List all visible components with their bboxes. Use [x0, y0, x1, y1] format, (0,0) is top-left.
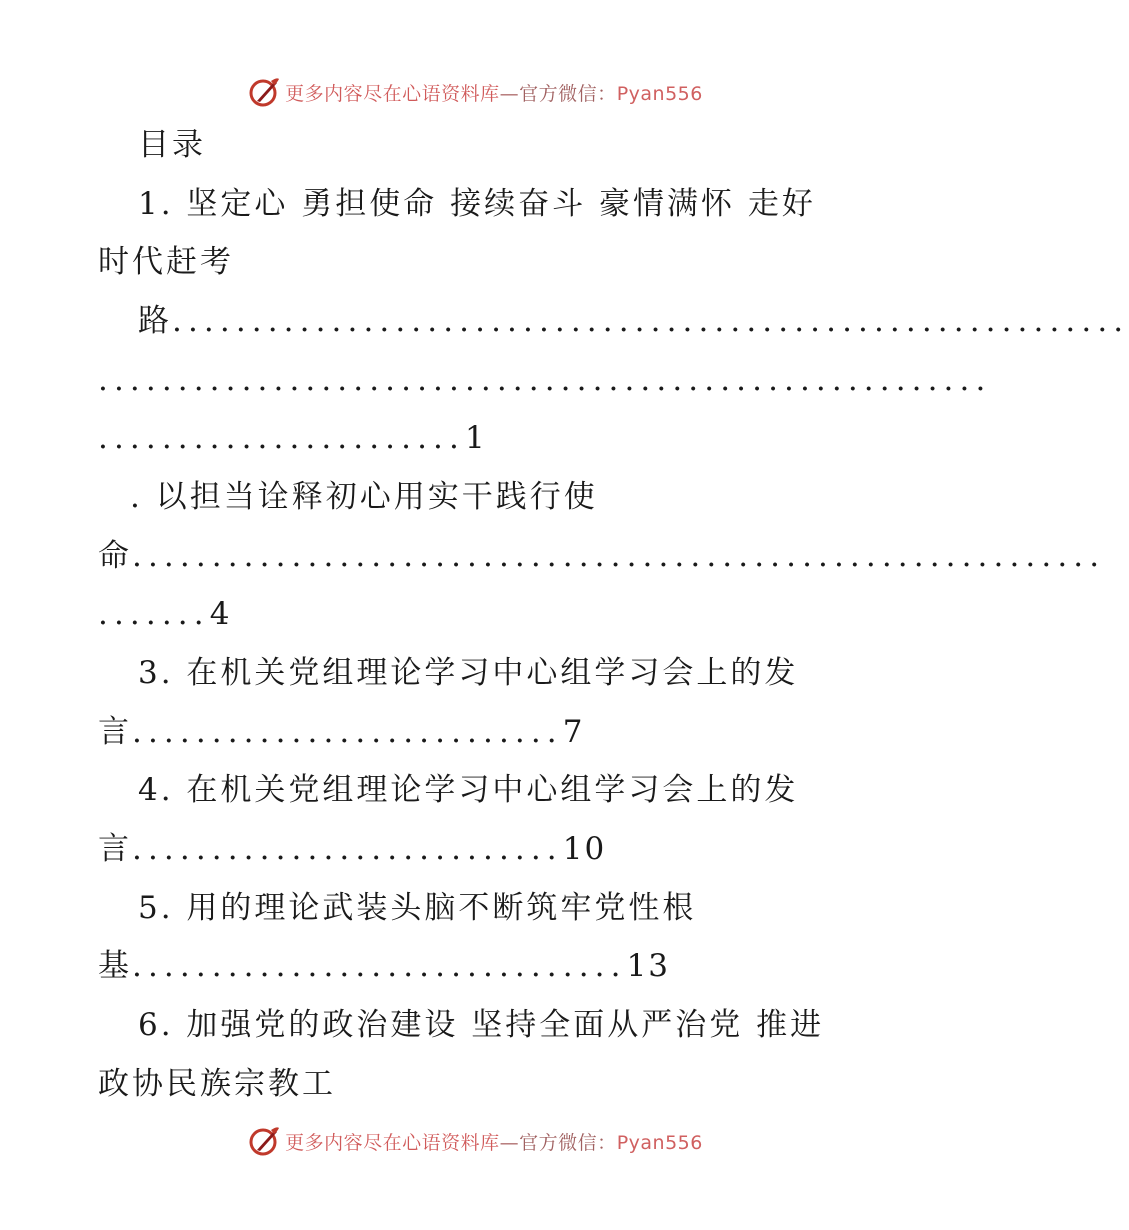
watermark-text: 更多内容尽在心语资料库—官方微信：Pyan556 — [285, 1131, 703, 1154]
toc-entry-4-line-2: 言...........................10 — [98, 831, 607, 867]
page-number: 10 — [562, 831, 607, 867]
toc-entry-1-line-3: 路............................................................ — [138, 303, 1129, 339]
watermark-footer — [0, 1121, 950, 1161]
dot-leader: ............................... — [132, 948, 627, 984]
dot-leader: ........................... — [132, 714, 563, 750]
toc-entry-1-line-2: 时代赶考 — [98, 244, 234, 280]
toc-entry-2-line-1: . 以担当诠释初心用实干践行使 — [130, 479, 598, 515]
toc-entry-5-line-2: 基...............................13 — [98, 948, 671, 984]
dot-leader: ............................................................ — [172, 303, 1129, 339]
page-number: 13 — [626, 948, 671, 984]
quill-logo-icon — [247, 75, 281, 109]
page-number: 7 — [562, 714, 585, 750]
page-number: 4 — [209, 596, 232, 632]
toc-entry-4-line-1: 4. 在机关党组理论学习中心组学习会上的发 — [138, 772, 799, 808]
toc-entry-1-leader — [98, 360, 991, 400]
dot-leader: ........................... — [132, 831, 563, 867]
dot-leader: ............................................................. — [132, 538, 1106, 574]
toc-heading: 目录 — [138, 127, 206, 163]
toc-entry-2-page — [98, 594, 231, 634]
quill-logo-icon — [247, 1124, 281, 1158]
toc-entry-6-line-1: 6. 加强党的政治建设 坚持全面从严治党 推进 — [138, 1007, 825, 1043]
toc-entry-5-line-1: 5. 用的理论武装头脑不断筑牢党性根 — [138, 890, 697, 926]
toc-entry-3-line-1: 3. 在机关党组理论学习中心组学习会上的发 — [138, 655, 799, 691]
toc-entry-2-line-2: 命............................................................. — [98, 538, 1106, 574]
dot-leader: ....... — [98, 596, 210, 632]
page-number: 1 — [464, 420, 487, 456]
toc-entry-6-line-2: 政协民族宗教工 — [98, 1066, 336, 1102]
watermark-header — [0, 72, 950, 112]
toc-entry-1-line-1: 1. 坚定心 勇担使命 接续奋斗 豪情满怀 走好 — [138, 186, 816, 222]
dot-leader: ........................................................ — [98, 362, 992, 398]
toc-entry-1-page — [98, 418, 487, 458]
watermark-text: 更多内容尽在心语资料库—官方微信：Pyan556 — [285, 82, 703, 105]
toc-entry-3-line-2: 言...........................7 — [98, 714, 585, 750]
dot-leader: ....................... — [98, 420, 465, 456]
